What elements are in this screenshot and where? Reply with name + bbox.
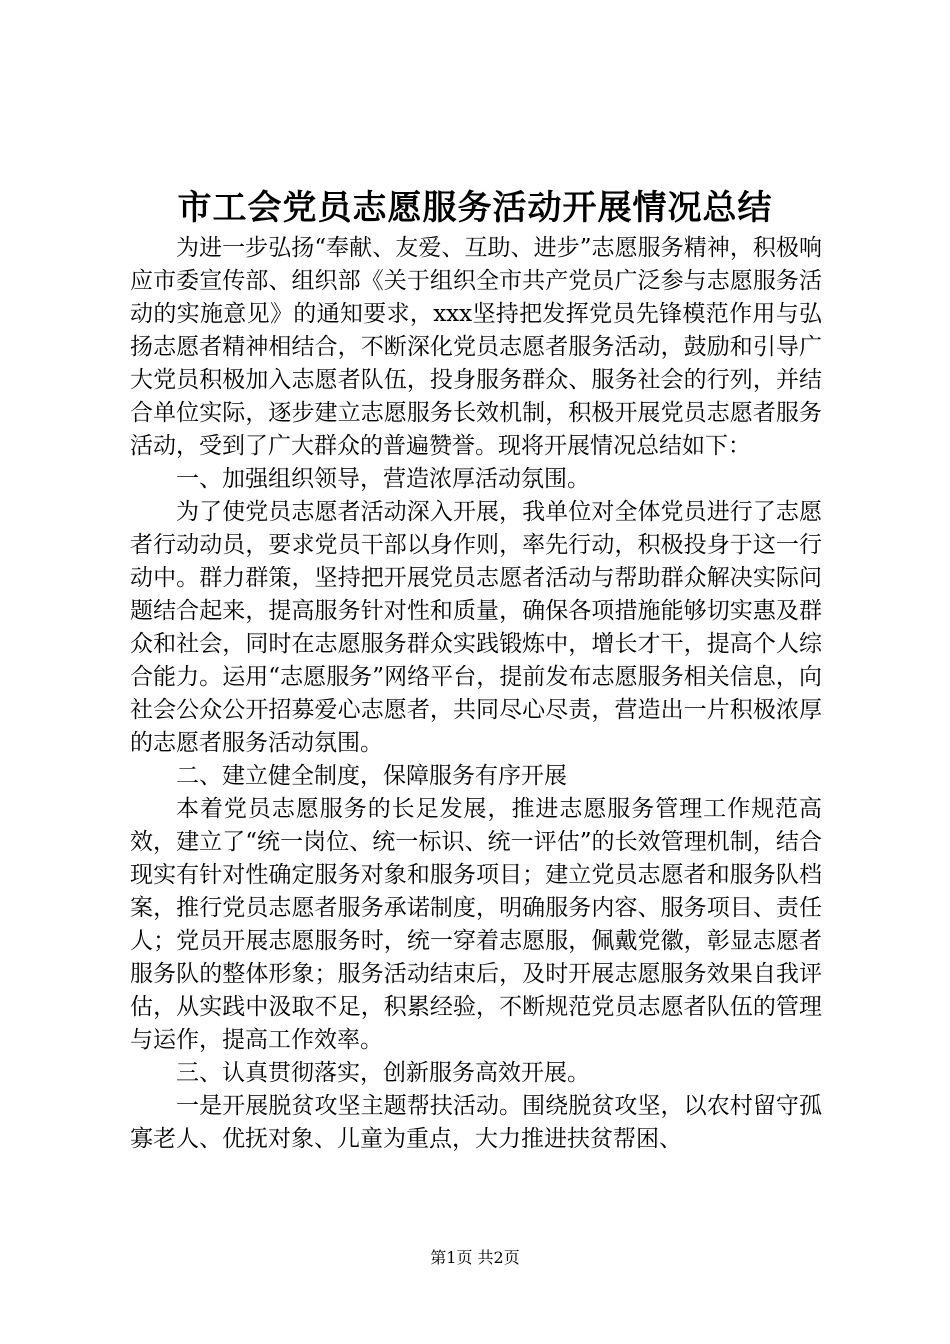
paragraph-section-3: 一是开展脱贫攻坚主题帮扶活动。围绕脱贫攻坚，以农村留守孤寡老人、优抚对象、儿童为重点，大力推进扶贫帮困、 bbox=[130, 1093, 822, 1152]
section-heading-2: 二、建立健全制度，保障服务有序开展 bbox=[176, 763, 567, 789]
paragraph-section-2: 本着党员志愿服务的长足发展，推进志愿服务管理工作规范高效，建立了“统一岗位、统一标识、统一评估”的长效管理机制，结合现实有针对性确定服务对象和服务项目；建立党员志愿者和服务队档案，推行党员志愿者服务承诺制度，明确服务内容、服务项目、责任人；党员开展志愿服务时，统一穿着志愿服，佩戴党徽，彰显志愿者服务队的整体形象；服务活动结束后，及时开展志愿服务效果自我评估，从实践中汲取不足，积累经验，不断规范党员志愿者队伍的管理与运作，提高工作效率。 bbox=[130, 796, 822, 1053]
page-footer: 第1页 共2页 bbox=[430, 1248, 520, 1267]
document-body bbox=[130, 232, 822, 1156]
document-title: 市工会党员志愿服务活动开展情况总结 bbox=[177, 188, 773, 228]
paragraph-section-1: 为了使党员志愿者活动深入开展，我单位对全体党员进行了志愿者行动动员，要求党员干部以身作则，率先行动，积极投身于这一行动中。群力群策，坚持把开展党员志愿者活动与帮助群众解决实际问题结合起来，提高服务针对性和质量，确保各项措施能够切实惠及群众和社会，同时在志愿服务群众实践锻炼中，增长才干，提高个人综合能力。运用“志愿服务”网络平台，提前发布志愿服务相关信息，向社会公众公开招募爱心志愿者，共同尽心尽责，营造出一片积极浓厚的志愿者服务活动氛围。 bbox=[130, 499, 822, 756]
section-heading-1: 一、加强组织领导，营造浓厚活动氛围。 bbox=[176, 466, 590, 492]
paragraph-intro: 为进一步弘扬“奉献、友爱、互助、进步”志愿服务精神，积极响应市委宣传部、组织部《关于组织全市共产党员广泛参与志愿服务活动的实施意见》的通知要求，xxx坚持把发挥党员先锋模范作用与弘扬志愿者精神相结合，不断深化党员志愿者服务活动，鼓励和引导广大党员积极加入志愿者队伍，投身服务群众、服务社会的行列，并结合单位实际，逐步建立志愿服务长效机制，积极开展党员志愿者服务活动，受到了广大群众的普遍赞誉。现将开展情况总结如下： bbox=[130, 235, 822, 459]
section-heading-3: 三、认真贯彻落实，创新服务高效开展。 bbox=[176, 1060, 590, 1086]
